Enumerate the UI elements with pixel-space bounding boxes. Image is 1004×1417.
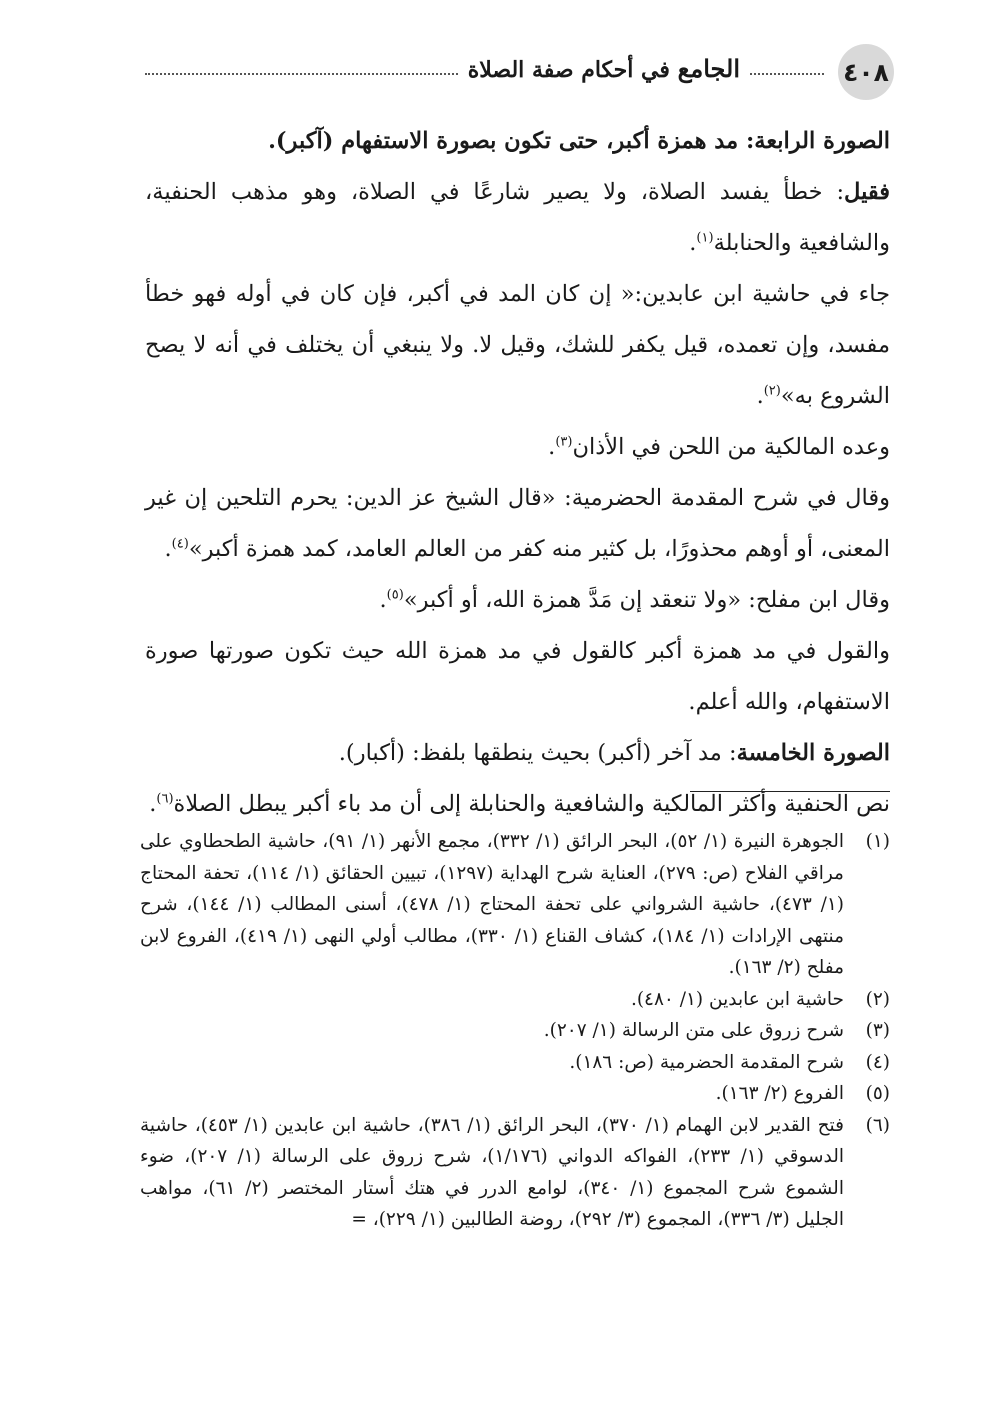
footnote-4: [140, 1047, 890, 1079]
footnote-text: شرح زروق على متن الرسالة (١/ ٢٠٧).: [543, 1020, 844, 1041]
footnote-text: فتح القدير لابن الهمام (١/ ٣٧٠)، البحر الرائق (١/ ٣٨٦)، حاشية ابن عابدين (١/ ٤٥٣)، حاشية الدسوقي (١/ ٢٣٣)، الفواكه الدواني (١/١٧٦)، شرح زروق على الرسالة (١/ ٢٠٧)، ضوء الشموع شرح المجموع (١/ ٣٤٠)، لوامع الدرر في هتك أستار المختصر (٢/ ٦١)، مواهب الجليل (٣/ ٣٣٦)، المجموع (٣/ ٢٩٢)، روضة الطالبين (١/ ٢٢٩)، =: [140, 1114, 844, 1230]
footnote-number: (٦): [865, 1114, 890, 1136]
paragraph-3: [145, 269, 890, 422]
header-title-row: [145, 54, 824, 83]
running-title: [468, 54, 740, 83]
paragraph-8: [145, 728, 890, 779]
paragraph-4: [145, 422, 890, 473]
footnote-3: [140, 1015, 890, 1047]
footnote-number: (٤): [865, 1051, 890, 1073]
running-title-bold: الجامع: [677, 54, 740, 83]
footnote-6: [140, 1110, 890, 1236]
running-title-rest: في أحكام صفة الصلاة: [467, 57, 670, 83]
paragraph-3-text: جاء في حاشية ابن عابدين:« إن كان المد في أكبر، فإن كان في أوله فهو خطأ مفسد، وإن تعمده، قيل يكفر للشك، وقيل لا. ولا ينبغي أن يختلف في أنه لا يصح الشروع به»: [145, 281, 890, 409]
footnote-ref-3[interactable]: (٣): [555, 434, 573, 450]
paragraph-6-text: وقال ابن مفلح: «ولا تنعقد إن مَدَّ همزة الله، أو أكبر»: [403, 587, 890, 613]
paragraph-9: [145, 779, 890, 830]
footnote-text: الجوهرة النيرة (١/ ٥٢)، البحر الرائق (١/ ٣٣٢)، مجمع الأنهر (١/ ٩١)، حاشية الطحطاوي على مراقي الفلاح (ص: ٢٧٩)، العناية شرح الهداية (١٢٩٧)، تبيين الحقائق (١/ ١١٤)، تحفة المحتاج (١/ ٤٧٣)، حاشية الشرواني على تحفة المحتاج (١/ ٤٧٨)، أسنى المطالب (١/ ١٤٤)، شرح منتهى الإرادات (١/ ١٨٤)، كشاف القناع (١/ ٣٣٠)، مطالب أولي النهى (١/ ٤١٩)، الفروع لابن مفلح (٢/ ١٦٣).: [140, 831, 844, 978]
footnote-2: [140, 984, 890, 1016]
paragraph-6: [145, 575, 890, 626]
paragraph-5-end: .: [164, 536, 172, 562]
paragraph-6-end: .: [379, 587, 387, 613]
header-dots-right: [750, 73, 824, 75]
paragraph-9-end: .: [149, 791, 157, 817]
footnote-ref-1[interactable]: (١): [696, 230, 714, 246]
footnote-ref-2[interactable]: (٢): [763, 383, 781, 399]
footnote-ref-6[interactable]: (٦): [156, 791, 174, 807]
paragraph-8-lead: الصورة الخامسة: [736, 740, 890, 766]
footnote-number: (١): [865, 831, 890, 852]
paragraph-8-text: : مد آخر (أكبر) بحيث ينطقها بلفظ: (أكبار).: [338, 740, 737, 766]
paragraph-2-lead: فقيل: [844, 179, 890, 205]
paragraph-4-end: .: [548, 434, 556, 460]
footnote-number: (٥): [865, 1083, 890, 1104]
footnote-number: (٣): [865, 1020, 890, 1041]
paragraph-5-text: وقال في شرح المقدمة الحضرمية: «قال الشيخ عز الدين: يحرم التلحين إن غير المعنى، أو أوهم محذورًا، بل كثير منه كفر من العالم العامد، كمد همزة أكبر»: [145, 485, 890, 562]
paragraph-2-text: : خطأ يفسد الصلاة، ولا يصير شارعًا في الصلاة، وهو مذهب الحنفية، والشافعية والحنابلة: [145, 179, 890, 256]
footnote-text: الفروع (٢/ ١٦٣).: [715, 1083, 844, 1104]
paragraph-7: والقول في مد همزة أكبر كالقول في مد همزة الله حيث تكون صورتها صورة الاستفهام، والله أعلم.: [145, 638, 890, 715]
header-dots-left: [145, 73, 458, 75]
footnote-ref-4[interactable]: (٤): [171, 536, 189, 552]
footnote-number: (٢): [865, 988, 890, 1010]
paragraph-2-end: .: [689, 230, 697, 256]
paragraph-2: [145, 167, 890, 269]
footnote-ref-5[interactable]: (٥): [386, 587, 404, 603]
main-text: [145, 116, 890, 830]
paragraph-3-end: .: [756, 383, 764, 409]
paragraph-5: [145, 473, 890, 575]
paragraph-9-text: نص الحنفية وأكثر المالكية والشافعية والحنابلة إلى أن مد باء أكبر يبطل الصلاة: [173, 791, 890, 817]
footnote-text: شرح المقدمة الحضرمية (ص: ١٨٦).: [569, 1051, 844, 1073]
page-header: [145, 44, 890, 108]
page-number-badge: ٤٠٨: [838, 44, 894, 100]
footnote-text: حاشية ابن عابدين (١/ ٤٨٠).: [630, 988, 844, 1010]
footnotes: [140, 826, 890, 1236]
paragraph-4-text: وعده المالكية من اللحن في الأذان: [572, 434, 890, 460]
footnote-1: [140, 826, 890, 984]
footnote-5: [140, 1078, 890, 1110]
footnote-separator: [690, 791, 890, 792]
paragraph-1: الصورة الرابعة: مد همزة أكبر، حتى تكون بصورة الاستفهام (آكبر).: [268, 128, 890, 154]
